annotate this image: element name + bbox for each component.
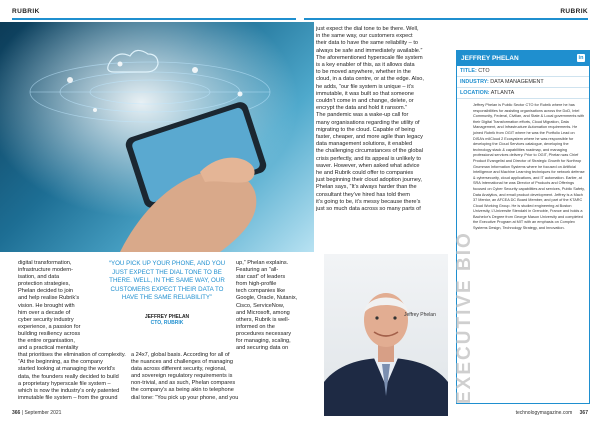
executive-bio-panel: [456, 50, 590, 404]
right-page-number: 367: [579, 410, 588, 416]
exec-industry-row: [457, 77, 589, 88]
pull-quote-text: “YOU PICK UP YOUR PHONE, AND YOU JUST EXPECT THE DIAL TONE TO BE THERE. WELL, IN THE SAME WAY, OUR CUSTOMERS EXPECT THEIR DATA TO HAVE THE SAME RELIABILITY”: [108, 260, 226, 302]
left-issue-date: September 2021: [24, 410, 62, 416]
phone-cloud-illustration: [0, 22, 314, 252]
exec-title-row: [457, 66, 589, 77]
executive-bio-vertical-label: EXECUTIVE BIO: [454, 231, 475, 404]
exec-bio-text: Jeffrey Phelan is Public Sector CTO for Rubrik where he has responsibilities for assisting organisations across the DoD, Intel Community, Federal, Civilian, and State & Local governments with their Digital Transformation efforts, Cloud Migration, Data Management, and Infrastructure Automation requirements. He joined Rubrik from OGIT where he was the Portfolio Lead on DISA’s milCloud 2 Ecosystem where he was responsible for developing the Cloud Services catalogue, developing the technology stack & capabilities roadmap, and managing professional services delivery. Prior to OGIT, Phelan was Chief Product Evangelist and Director of Strategic Growth for Northrop Grumman Information Systems where he focused on Artificial Intelligence and Machine Learning techniques for network defense & cybersecurity, cloud applications, and IT automation. Earlier, at SRA International he was Director of Products and Offerings focused on Cyber Security capabilities and services, Public Safety, Data Analytics, and email product development. Jeffrey is a Mach 37 Mentor, an AFCEA DC Board Member, and part of the KTARC Cloud Working Group. He is studied engineering at Boston University, L’Universite Stendahl in Grenoble, France and holds a Bachelor’s Degree from George Mason University and completed the Executive Program at MIT with an emphasis on Complex Systems Design, Technology Strategy, and Innovation.: [473, 103, 585, 231]
portrait-caption: Jeffrey Phelan: [404, 312, 436, 318]
exec-industry-value: DATA MANAGEMENT: [490, 79, 544, 85]
body-column-3: just expect the dial tone to be there. Well, in the same way, our customers expect their data to have the same reliability – to always be safe and immediately available.” The aforementioned hyperscale file system is a key enabler of this, as it allows data to be moved anywhere, whether in the cloud, in a data centre, or at the edge. Also, he adds, “our file system is unique – it’s immutable, it was built so that someone couldn’t come in and change, delete, or encrypt the data and hold it ransom.” The pandemic was a wake-up call for many organisations regarding the utility of migrating to the cloud. Capable of being faster, cheaper, and more agile than legacy data management solutions, it enabled the challenging circumstances of the global crisis perfectly, and its appeal is unlikely to waver. However, when asked what advice he and Rubrik could offer to companies just beginning their cloud adoption journey, Phelan says, “It’s always harder than the consultant they’ve hired has told them it’s going to be, it’s messy because there’s just so much data across so many parts of: [316, 26, 424, 213]
pull-quote-title: CTO, RUBRIK: [150, 320, 184, 326]
left-footer: 366 | September 2021: [12, 410, 62, 416]
body-column-1: digital transformation, infrastructure modern- isation, and data protection strategies, Phelan decided to join and help realise Rubrik’s vision. He brought with him over a decade of cyber security industry experience, a passion for building resiliency across the entire organisation, and a practical mentality that prioritises the elimination of complexity. “At the beginning, as the company started looking at managing the world’s data, the founders really decided to build a proprietary hyperscale file system – which is now the industry’s only patented immutable file system – from the ground: [18, 260, 126, 401]
right-brand: RUBRIK: [560, 8, 588, 15]
right-site: technologymagazine.com: [515, 410, 573, 416]
exec-title-value: CTO: [478, 68, 490, 74]
exec-location-label: LOCATION:: [460, 90, 490, 96]
exec-name: JEFFREY PHELAN: [461, 55, 519, 62]
left-brand: RUBRIK: [12, 8, 40, 15]
exec-location-value: ATLANTA: [490, 90, 515, 96]
left-page-number: 366: [12, 410, 21, 416]
exec-name-bar: [457, 51, 589, 66]
exec-title-label: TITLE:: [460, 68, 477, 74]
hero-image: [0, 22, 314, 252]
right-header-rule: [304, 18, 588, 20]
exec-industry-label: INDUSTRY:: [460, 79, 489, 85]
pull-quote-name: JEFFREY PHELAN: [144, 314, 190, 320]
man-portrait-illustration: [324, 254, 448, 416]
exec-location-row: [457, 88, 589, 99]
body-column-2-top: up,” Phelan explains. Featuring an “all- star cast” of leaders from high-profile tech companies like Google, Oracle, Nutanix, Cisco, ServiceNow, and Microsoft, among others, Rubrik is well- informed on the procedures necessary for managing, scaling, and securing data on: [236, 260, 298, 352]
left-header-rule: [12, 18, 296, 20]
portrait-photo: [324, 254, 448, 416]
body-column-2-bottom: a 24x7, global basis. According for all of the nuances and challenges of managing data across different security, regional, and sovereign regulatory requirements is non-trivial, and as such, Phelan compares the company’s as being akin to telephone dial tone: “You pick up your phone, and you: [131, 352, 239, 401]
right-footer: [516, 410, 588, 416]
linkedin-icon[interactable]: in: [578, 55, 584, 61]
